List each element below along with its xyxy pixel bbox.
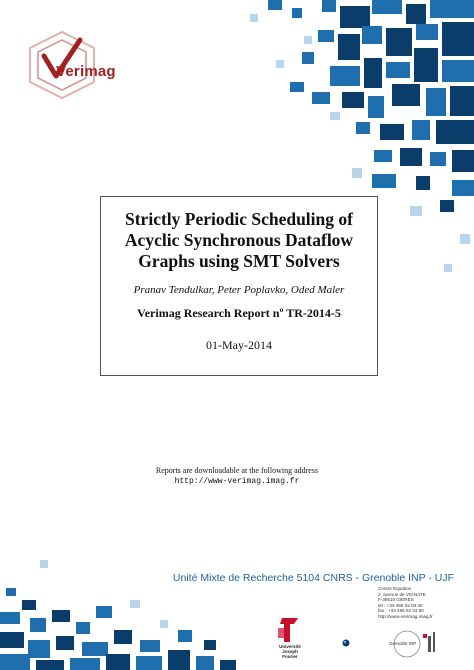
- logo-wordmark: Verimag: [56, 63, 116, 80]
- ujf-logo-icon: [272, 616, 306, 668]
- report-number: Verimag Research Report nº TR-2014-5: [137, 306, 341, 320]
- ujf-logo-text: Université Joseph Fourier: [279, 644, 301, 659]
- grenoble-inp-logo-text: Grenoble INP: [389, 641, 417, 646]
- report-title: Strictly Periodic Scheduling of Acyclic Synchronous Dataflow Graphs using SMT Solvers: [124, 209, 354, 271]
- address-line: 2, avenue de VIGNATE: [378, 591, 426, 597]
- report-authors: Pranav Tendulkar, Peter Poplavko, Oded Maler: [133, 284, 345, 296]
- address-line: F-38610 GIERES: [378, 597, 414, 603]
- address-block: [378, 586, 433, 620]
- unite-mixte-text: Unité Mixte de Recherche 5104 CNRS - Grenoble INP - UJF: [172, 572, 454, 584]
- cnrs-sphere-icon: [342, 639, 350, 647]
- address-line: tel : +33 456 52 03 40: [378, 602, 423, 608]
- address-line: Centre Equation: [378, 586, 412, 591]
- download-info: [0, 466, 474, 486]
- download-note: Reports are downloadable at the following address: [155, 466, 319, 475]
- top-right-mosaic: [268, 0, 474, 212]
- bottom-left-mosaic: [0, 588, 236, 670]
- report-date: 01-May-2014: [206, 338, 272, 352]
- download-url-link[interactable]: http://www-verimag.imag.fr: [174, 477, 300, 486]
- title-box: [100, 196, 378, 376]
- address-line: fax : +33 456 52 03 50: [378, 608, 424, 614]
- address-line[interactable]: http://www-verimag.imag.fr: [378, 613, 433, 619]
